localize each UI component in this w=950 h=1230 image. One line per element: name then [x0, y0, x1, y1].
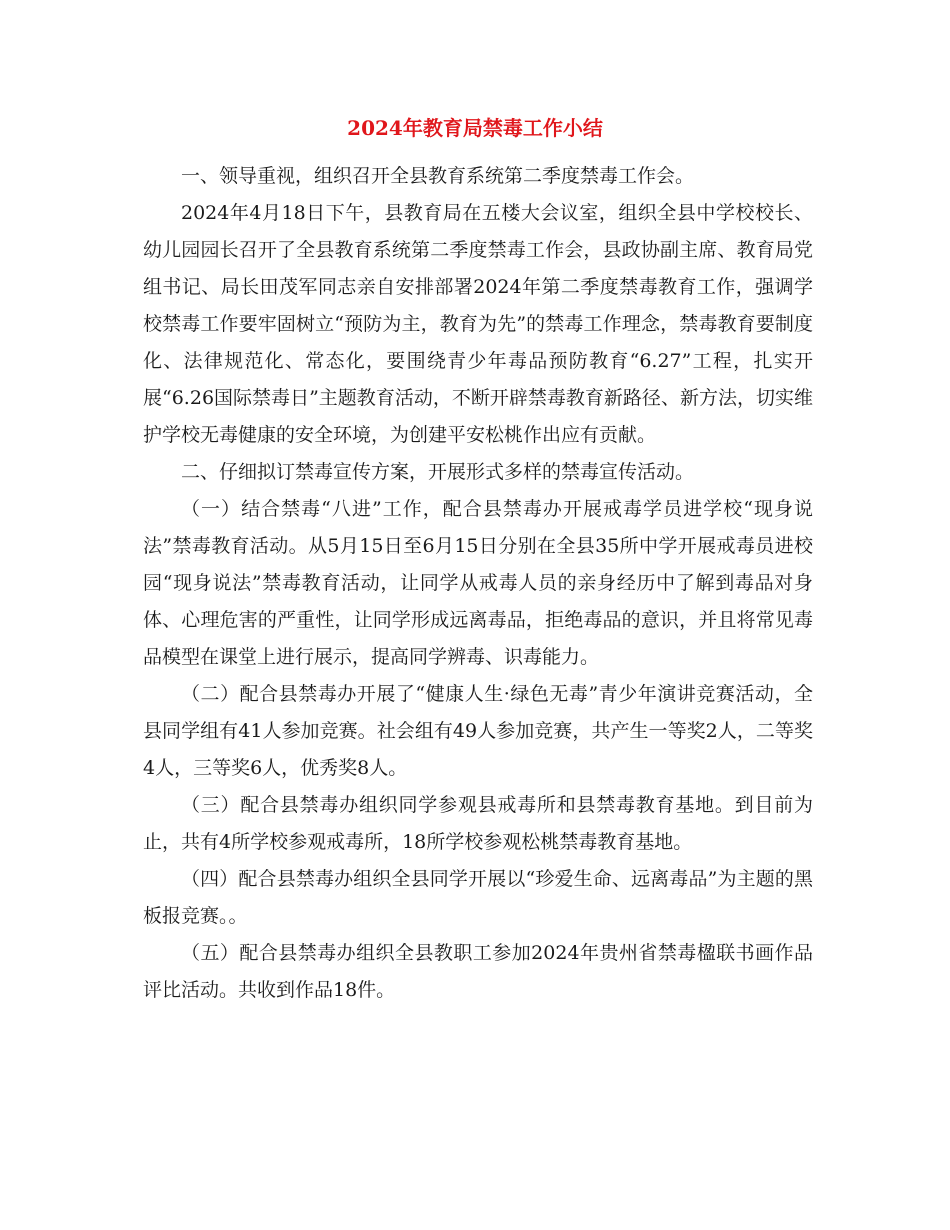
section-heading-1: 一、领导重视，组织召开全县教育系统第二季度禁毒工作会。 [181, 165, 695, 187]
document-body [143, 158, 813, 1009]
paragraph-item-2: （二）配合县禁毒办开展了“健康人生·绿色无毒”青少年演讲竞赛活动，全县同学组有41人参加竞赛。社会组有49人参加竞赛，共产生一等奖2人，二等奖4人，三等奖6人，优秀奖8人。 [143, 683, 813, 779]
paragraph-item-5: （五）配合县禁毒办组织全县教职工参加2024年贵州省禁毒楹联书画作品评比活动。共收到作品18件。 [143, 942, 813, 1001]
document-title: 2024年教育局禁毒工作小结 [347, 116, 603, 140]
paragraph-item-3: （三）配合县禁毒办组织同学参观县戒毒所和县禁毒教育基地。到目前为止，共有4所学校参观戒毒所，18所学校参观松桃禁毒教育基地。 [143, 794, 813, 853]
paragraph-meeting: 2024年4月18日下午，县教育局在五楼大会议室，组织全县中学校校长、幼儿园园长召开了全县教育系统第二季度禁毒工作会，县政协副主席、教育局党组书记、局长田茂军同志亲自安排部署2024年第二季度禁毒教育工作，强调学校禁毒工作要牢固树立“预防为主，教育为先”的禁毒工作理念，禁毒教育要制度化、法律规范化、常态化，要围绕青少年毒品预防教育“6.27”工程，扎实开展“6.26国际禁毒日”主题教育活动，不断开辟禁毒教育新路径、新方法，切实维护学校无毒健康的安全环境，为创建平安松桃作出应有贡献。 [143, 202, 813, 446]
paragraph-item-4: （四）配合县禁毒办组织全县同学开展以“珍爱生命、远离毒品”为主题的黑板报竞赛。。 [143, 868, 813, 927]
section-heading-2: 二、仔细拟订禁毒宣传方案，开展形式多样的禁毒宣传活动。 [181, 461, 695, 483]
paragraph-item-1: （一）结合禁毒“八进”工作，配合县禁毒办开展戒毒学员进学校“现身说法”禁毒教育活动。从5月15日至6月15日分别在全县35所中学开展戒毒员进校园“现身说法”禁毒教育活动，让同学从戒毒人员的亲身经历中了解到毒品对身体、心理危害的严重性，让同学形成远离毒品，拒绝毒品的意识，并且将常见毒品模型在课堂上进行展示，提高同学辨毒、识毒能力。 [143, 498, 813, 668]
